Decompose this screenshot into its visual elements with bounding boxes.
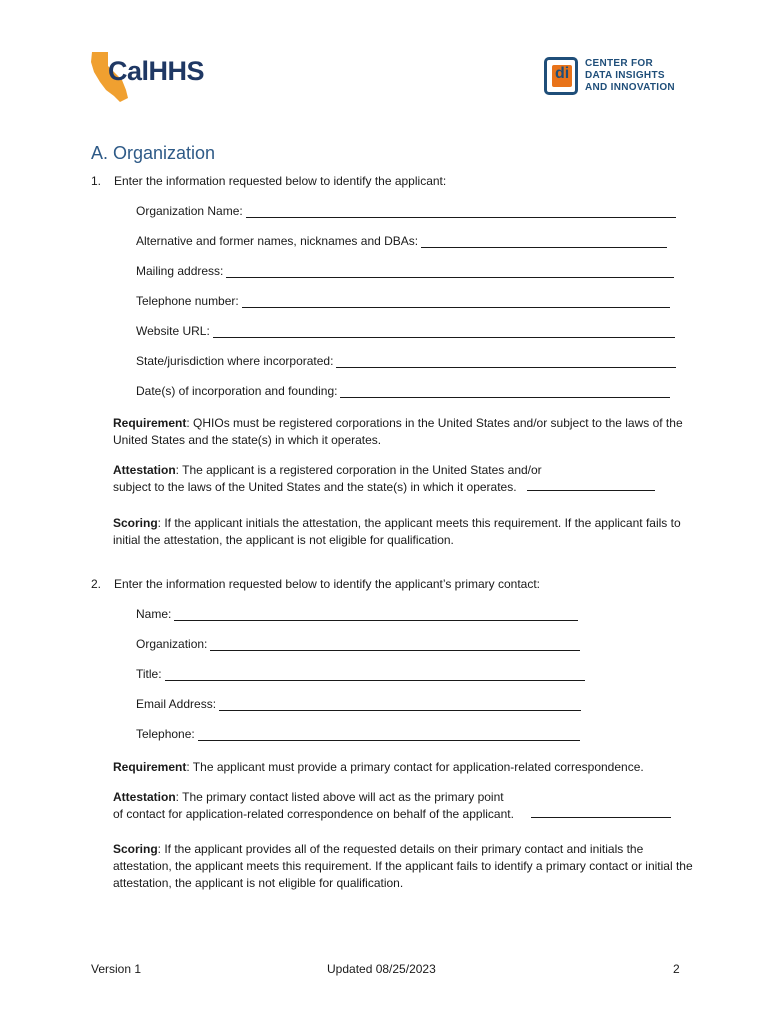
attestation-2-initial-line[interactable] — [531, 807, 671, 818]
footer-updated-date: Updated 08/25/2023 — [327, 962, 436, 976]
mailing-address-field[interactable]: Mailing address: — [136, 264, 674, 278]
contact-name-field[interactable]: Name: — [136, 607, 578, 621]
calhhs-logo-text: CalHHS — [108, 56, 205, 86]
organization-name-field[interactable]: Organization Name: — [136, 204, 676, 218]
telephone-number-field[interactable]: Telephone number: — [136, 294, 670, 308]
contact-telephone-field[interactable]: Telephone: — [136, 727, 580, 741]
calhhs-logo — [88, 50, 218, 104]
item-2-requirement: Requirement: The applicant must provide a primary contact for application-related correspondence. — [113, 760, 644, 774]
cdii-logo-text: CENTER FOR DATA INSIGHTS AND INNOVATION — [585, 58, 675, 93]
footer-page-number: 2 — [673, 962, 680, 976]
website-url-field[interactable]: Website URL: — [136, 324, 675, 338]
item-1-attestation: Attestation: The applicant is a registered corporation in the United States and/or subject to the laws of the United States and the state(s) in which it operates. — [113, 462, 693, 496]
item-2-scoring: Scoring: If the applicant provides all of the requested details on their primary contact and initials the attestation, the applicant meets this requirement. If the applicant fails to identify a primary contact or initial the attestation, the applicant is not eligible for qualification. — [113, 842, 693, 890]
state-jurisdiction-field[interactable]: State/jurisdiction where incorporated: — [136, 354, 676, 368]
footer-version: Version 1 — [91, 962, 142, 976]
section-title: A. Organization — [91, 143, 216, 163]
item-1-scoring: Scoring: If the applicant initials the attestation, the applicant meets this requirement. If the applicant fails to initial the attestation, the applicant is not eligible for qualification. — [113, 516, 681, 547]
cdii-logo — [544, 56, 675, 96]
alternative-names-field[interactable]: Alternative and former names, nicknames and DBAs: — [136, 234, 667, 248]
incorporation-dates-field[interactable]: Date(s) of incorporation and founding: — [136, 384, 670, 398]
item-1-requirement: Requirement: QHIOs must be registered corporations in the United States and/or subject to the laws of the United States and the state(s) in which it operates. — [113, 416, 683, 447]
contact-organization-field[interactable]: Organization: — [136, 637, 580, 651]
item-2-attestation: Attestation: The primary contact listed above will act as the primary point of contact for application-related correspondence on behalf of the applicant. — [113, 789, 693, 823]
cdii-mark-icon: di — [544, 57, 578, 95]
contact-title-field[interactable]: Title: — [136, 667, 585, 681]
attestation-1-initial-line[interactable] — [527, 480, 655, 491]
contact-email-field[interactable]: Email Address: — [136, 697, 581, 711]
